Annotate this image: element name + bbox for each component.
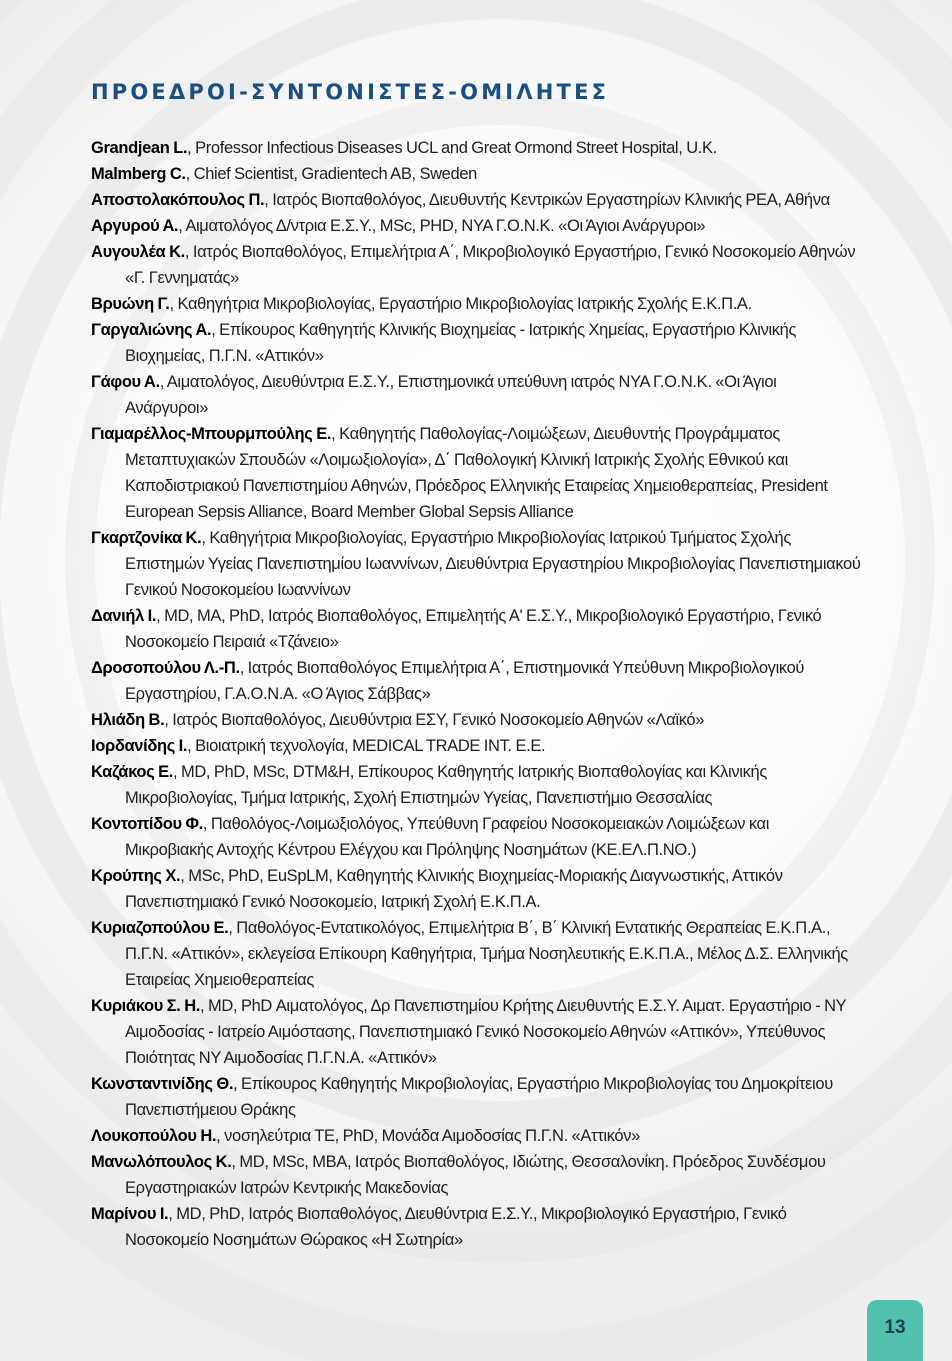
speaker-name: Βρυώνη Γ. <box>91 295 170 313</box>
speaker-list <box>91 135 861 1253</box>
speaker-entry <box>91 369 861 421</box>
speaker-entry <box>91 811 861 863</box>
page-number: 13 <box>884 1317 906 1338</box>
speaker-entry <box>91 707 861 733</box>
speaker-entry <box>91 525 861 603</box>
speaker-name: Grandjean L. <box>91 139 188 157</box>
speaker-name: Δανιήλ Ι. <box>91 607 157 625</box>
page-title: ΠΡΟΕΔΡΟΙ-ΣΥΝΤΟΝΙΣΤΕΣ-ΟΜΙΛΗΤΕΣ <box>91 80 610 104</box>
speaker-description: , MSc, PhD, EuSpLM, Καθηγητής Κλινικής Βιοχημείας-Μοριακής Διαγνωστικής, Αττικόν Πανεπιστημιακό Γενικό Νοσοκομείο, Ιατρική Σχολή Ε.Κ.Π.Α. <box>125 867 783 911</box>
speaker-description: , Καθηγήτρια Μικροβιολογίας, Εργαστήριο Μικροβιολογίας Ιατρικής Σχολής Ε.Κ.Π.Α. <box>169 295 752 313</box>
speaker-name: Γκαρτζονίκα Κ. <box>91 529 202 547</box>
speaker-name: Μαρίνου Ι. <box>91 1205 169 1223</box>
page-number-tab <box>867 1300 923 1361</box>
speaker-entry <box>91 863 861 915</box>
speaker-name: Γάφου Α. <box>91 373 160 391</box>
speaker-entry <box>91 239 861 291</box>
speaker-entry <box>91 135 861 161</box>
speaker-entry <box>91 291 861 317</box>
speaker-entry <box>91 915 861 993</box>
speaker-description: , Αιματολόγος, Διευθύντρια Ε.Σ.Υ., Επιστημονικά υπεύθυνη ιατρός NYA Γ.Ο.Ν.Κ. «Οι Άγιοι Ανάργυροι» <box>125 373 777 417</box>
speaker-description: , Professor Infectious Diseases UCL and Great Ormond Street Hospital, U.K. <box>187 139 717 157</box>
speaker-description: , MD, PhD Αιματολόγος, Δρ Πανεπιστημίου Κρήτης Διευθυντής Ε.Σ.Υ. Αιματ. Εργαστήριο - ΝΥ Αιμοδοσίας - Ιατρείο Αιμόστασης, Πανεπιστημιακό Γενικό Νοσοκομείο Αθηνών «Αττικόν», Υπεύθυνος Ποιότητας ΝΥ Αιμοδοσίας Π.Γ.Ν.Α. «Αττικόν» <box>125 997 847 1067</box>
speaker-description: , Παθολόγος-Λοιμωξιολόγος, Υπεύθυνη Γραφείου Νοσοκομειακών Λοιμώξεων και Μικροβιακής Αντοχής Κέντρου Ελέγχου και Πρόληψης Νοσημάτων (ΚΕ.ΕΛ.Π.ΝΟ.) <box>125 815 770 859</box>
speaker-entry <box>91 733 861 759</box>
speaker-description: , MD, MSc, MBA, Ιατρός Βιοπαθολόγος, Ιδιώτης, Θεσσαλονίκη. Πρόεδρος Συνδέσμου Εργαστηριακών Ιατρών Κεντρικής Μακεδονίας <box>125 1153 826 1197</box>
speaker-name: Κυριάκου Σ. Η. <box>91 997 201 1015</box>
speaker-entry <box>91 1149 861 1201</box>
speaker-description: , Παθολόγος-Εντατικολόγος, Επιμελήτρια Β΄, Β΄ Κλινική Εντατικής Θεραπείας Ε.Κ.Π.Α., Π.Γ.Ν. «Αττικόν», εκλεγείσα Επίκουρη Καθηγήτρια, Τμήμα Νοσηλευτικής Ε.Κ.Π.Α., Μέλος Δ.Σ. Ελληνικής Εταιρείας Χημειοθεραπείας <box>125 919 848 989</box>
speaker-name: Κρούπης Χ. <box>91 867 181 885</box>
speaker-description: , Καθηγητής Παθολογίας-Λοιμώξεων, Διευθυντής Προγράμματος Μεταπτυχιακών Σπουδών «Λοιμωξιολογία», Δ΄ Παθολογική Κλινική Ιατρικής Σχολής Εθνικού και Καποδιστριακού Πανεπιστημίου Αθηνών, Πρόεδρος Ελληνικής Εταιρείας Χημειοθεραπείας, President European Sepsis Alliance, Board Member Global Sepsis Alliance <box>125 425 828 521</box>
speaker-entry <box>91 187 861 213</box>
speaker-name: Γαργαλιώνης Α. <box>91 321 212 339</box>
speaker-name: Κωνσταντινίδης Θ. <box>91 1075 234 1093</box>
speaker-description: , MD, PhD, MSc, DTM&H, Επίκουρος Καθηγητής Ιατρικής Βιοπαθολογίας και Κλινικής Μικροβιολογίας, Τμήμα Ιατρικής, Σχολή Επιστημών Υγείας, Πανεπιστήμιο Θεσσαλίας <box>125 763 767 807</box>
speaker-entry <box>91 603 861 655</box>
speaker-entry <box>91 1201 861 1253</box>
speaker-name: Ιορδανίδης Ι. <box>91 737 188 755</box>
speaker-description: , Ιατρός Βιοπαθολόγος, Επιμελήτρια Α΄, Μικροβιολογικό Εργαστήριο, Γενικό Νοσοκομείο Αθηνών «Γ. Γεννηματάς» <box>125 243 856 287</box>
speaker-description: , Επίκουρος Καθηγητής Μικροβιολογίας, Εργαστήριο Μικροβιολογίας του Δημοκρίτειου Πανεπιστήμειου Θράκης <box>125 1075 833 1119</box>
speaker-description: , Chief Scientist, Gradientech AB, Sweden <box>185 165 477 183</box>
speaker-entry <box>91 759 861 811</box>
speaker-name: Αργυρού Α. <box>91 217 179 235</box>
speaker-description: , νοσηλεύτρια ΤΕ, PhD, Μονάδα Αιμοδοσίας Π.Γ.Ν. «Αττικόν» <box>216 1127 640 1145</box>
speaker-description: , Ιατρός Βιοπαθολόγος Επιμελήτρια Α΄, Επιστημονικά Υπεύθυνη Μικροβιολογικού Εργαστηρίου, Γ.Α.Ο.Ν.Α. «Ο Άγιος Σάββας» <box>125 659 805 703</box>
speaker-entry <box>91 1123 861 1149</box>
speaker-entry <box>91 421 861 525</box>
speaker-entry <box>91 655 861 707</box>
speaker-description: , MD, MA, PhD, Ιατρός Βιοπαθολόγος, Επιμελητής Α' Ε.Σ.Υ., Μικροβιολογικό Εργαστήριο, Γενικό Νοσοκομείο Πειραιά «Τζάνειο» <box>125 607 822 651</box>
speaker-name: Ηλιάδη Β. <box>91 711 165 729</box>
speaker-entry <box>91 1071 861 1123</box>
speaker-name: Γιαμαρέλλος-Μπουρμπούλης Ε. <box>91 425 332 443</box>
speaker-description: , Αιματολόγος Δ/ντρια Ε.Σ.Υ., MSc, PHD, NYA Γ.Ο.Ν.Κ. «Οι Άγιοι Ανάργυροι» <box>178 217 706 235</box>
speaker-entry <box>91 993 861 1071</box>
speaker-entry <box>91 161 861 187</box>
speaker-name: Malmberg C. <box>91 165 186 183</box>
speaker-entry <box>91 213 861 239</box>
speaker-description: , Επίκουρος Καθηγητής Κλινικής Βιοχημείας - Ιατρικής Χημείας, Εργαστήριο Κλινικής Βιοχημείας, Π.Γ.Ν. «Αττικόν» <box>125 321 797 365</box>
speaker-entry <box>91 317 861 369</box>
speaker-description: , Καθηγήτρια Μικροβιολογίας, Εργαστήριο Μικροβιολογίας Ιατρικού Τμήματος Σχολής Επιστημών Υγείας Πανεπιστημίου Ιωαννίνων, Διευθύντρια Εργαστηρίου Μικροβιολογίας Πανεπιστημιακού Γενικού Νοσοκομείου Ιωαννίνων <box>125 529 861 599</box>
speaker-description: , Βιοιατρική τεχνολογία, MEDICAL TRADE INT. E.E. <box>187 737 546 755</box>
speaker-description: , MD, PhD, Ιατρός Βιοπαθολόγος, Διευθύντρια Ε.Σ.Υ., Μικροβιολογικό Εργαστήριο, Γενικό Νοσοκομείο Νοσημάτων Θώρακος «Η Σωτηρία» <box>125 1205 787 1249</box>
speaker-name: Αποστολακόπουλος Π. <box>91 191 265 209</box>
speaker-name: Κυριαζοπούλου Ε. <box>91 919 229 937</box>
speaker-name: Κοντοπίδου Φ. <box>91 815 203 833</box>
speaker-name: Καζάκος Ε. <box>91 763 173 781</box>
speaker-name: Λουκοπούλου Η. <box>91 1127 217 1145</box>
speaker-name: Μανωλόπουλος Κ. <box>91 1153 232 1171</box>
speaker-name: Αυγουλέα Κ. <box>91 243 185 261</box>
speaker-description: , Ιατρός Βιοπαθολόγος, Διευθυντής Κεντρικών Εργαστηρίων Κλινικής ΡΕΑ, Αθήνα <box>264 191 830 209</box>
speaker-description: , Ιατρός Βιοπαθολόγος, Διευθύντρια ΕΣΥ, Γενικό Νοσοκομείο Αθηνών «Λαϊκό» <box>164 711 705 729</box>
speaker-name: Δροσοπούλου Λ.-Π. <box>91 659 240 677</box>
